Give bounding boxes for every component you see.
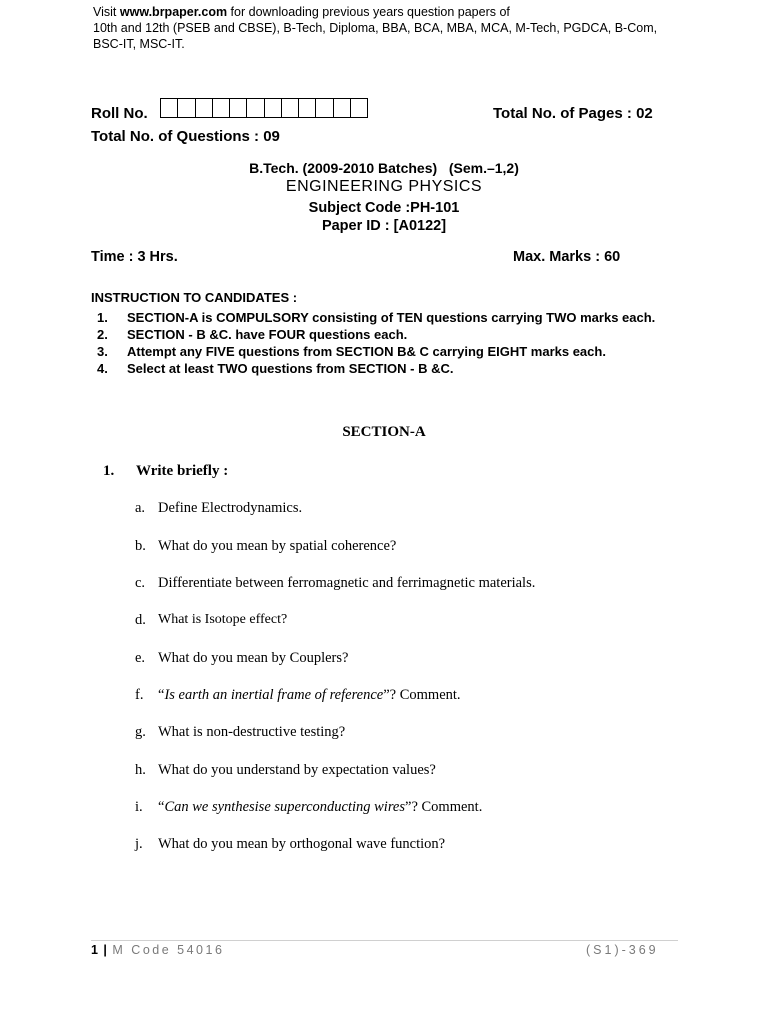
question-1-number: 1. [103, 463, 115, 479]
roll-no-box [246, 98, 263, 118]
question-part-h [135, 762, 436, 779]
banner-line1-rest: for downloading previous years question papers of [227, 5, 510, 19]
section-a-title: SECTION-A [342, 424, 426, 440]
roll-no-box [315, 98, 332, 118]
subject-title: ENGINEERING PHYSICS [285, 178, 483, 195]
part-letter: g. [135, 724, 146, 740]
roll-no-boxes [160, 98, 368, 118]
instruction-num: 1. [97, 310, 108, 325]
roll-no-box [298, 98, 315, 118]
max-marks: Max. Marks : 60 [513, 249, 621, 265]
course-line [0, 160, 768, 176]
question-part-b [135, 538, 396, 555]
part-text: What do you mean by spatial coherence? [158, 538, 397, 554]
part-text: Differentiate between ferromagnetic and ferrimagnetic materials. [158, 575, 536, 591]
question-part-f [135, 687, 461, 704]
part-text: Define Electrodynamics. [158, 500, 303, 516]
part-letter: i. [135, 799, 143, 815]
roll-no-box [229, 98, 246, 118]
footer-paper-code: (S1)-369 [586, 943, 659, 957]
question-part-d [135, 612, 287, 629]
instruction-text: Attempt any FIVE questions from SECTION B& C carrying EIGHT marks each. [127, 344, 606, 359]
banner-line-2: 10th and 12th (PSEB and CBSE), B-Tech, Diploma, BBA, BCA, MBA, MCA, M-Tech, PGDCA, B-Com, [93, 21, 658, 35]
instructions-list [97, 309, 687, 377]
part-text: What do you mean by orthogonal wave function? [158, 836, 446, 852]
instruction-text: Select at least TWO questions from SECTION - B &C. [127, 361, 454, 376]
question-part-i [135, 799, 482, 816]
close-quote-comment: ”? Comment. [383, 687, 461, 703]
roll-no-label: Roll No. [91, 105, 148, 122]
footer-divider [91, 940, 678, 941]
question-part-a [135, 500, 302, 517]
instruction-item [97, 360, 687, 377]
part-letter: e. [135, 650, 146, 666]
m-code: M Code 54016 [112, 943, 225, 957]
part-letter: h. [135, 762, 146, 778]
instruction-num: 4. [97, 361, 108, 376]
roll-no-box [195, 98, 212, 118]
open-quote: “ [158, 687, 165, 703]
part-letter: a. [135, 500, 146, 516]
roll-no-box [350, 98, 368, 118]
paper-id: Paper ID : [A0122] [321, 218, 447, 234]
part-letter: b. [135, 538, 146, 554]
instruction-num: 3. [97, 344, 108, 359]
question-1-text: Write briefly : [136, 463, 229, 479]
part-letter: j. [135, 836, 143, 852]
part-letter: c. [135, 575, 146, 591]
banner-line-1 [93, 4, 733, 20]
instruction-text: SECTION-A is COMPULSORY consisting of TEN questions carrying TWO marks each. [127, 310, 656, 325]
roll-no-box [177, 98, 194, 118]
roll-no-box [281, 98, 298, 118]
page-number: 1 [91, 943, 99, 957]
instruction-item [97, 343, 687, 360]
italic-phrase: Can we synthesise superconducting wires [164, 799, 406, 815]
instructions-heading: INSTRUCTION TO CANDIDATES : [91, 290, 298, 305]
part-text: What is Isotope effect? [158, 612, 288, 627]
question-part-c [135, 575, 535, 592]
banner-site-link[interactable]: www.brpaper.com [119, 5, 228, 19]
part-letter: f. [135, 687, 144, 703]
subject-code: Subject Code :PH-101 [308, 200, 460, 216]
instruction-item [97, 326, 687, 343]
part-text: What is non-destructive testing? [158, 724, 346, 740]
top-banner [93, 4, 733, 52]
roll-no-box [264, 98, 281, 118]
banner-line-3: BSC-IT, MSC-IT. [93, 37, 185, 51]
question-part-g [135, 724, 345, 741]
course-text: B.Tech. (2009-2010 Batches) (Sem.–1,2) [249, 160, 519, 176]
part-text [158, 799, 482, 816]
instruction-num: 2. [97, 327, 108, 342]
instruction-text: SECTION - B &C. have FOUR questions each. [127, 327, 408, 342]
question-part-e [135, 650, 348, 667]
close-quote-comment: ”? Comment. [405, 799, 483, 815]
footer-separator: | [98, 943, 113, 957]
time-allowed: Time : 3 Hrs. [91, 249, 178, 265]
open-quote: “ [158, 799, 165, 815]
part-text [158, 687, 461, 704]
footer-left [91, 943, 224, 957]
part-text: What do you mean by Couplers? [158, 650, 349, 666]
roll-no-box [212, 98, 229, 118]
part-text: What do you understand by expectation values? [158, 762, 436, 778]
total-pages: Total No. of Pages : 02 [493, 105, 653, 122]
instruction-item [97, 309, 687, 326]
banner-prefix: Visit [93, 5, 120, 19]
part-letter: d. [135, 612, 146, 628]
question-part-j [135, 836, 445, 853]
roll-no-box [333, 98, 350, 118]
roll-no-box [160, 98, 177, 118]
total-questions: Total No. of Questions : 09 [91, 128, 280, 145]
italic-phrase: Is earth an inertial frame of reference [164, 687, 384, 703]
